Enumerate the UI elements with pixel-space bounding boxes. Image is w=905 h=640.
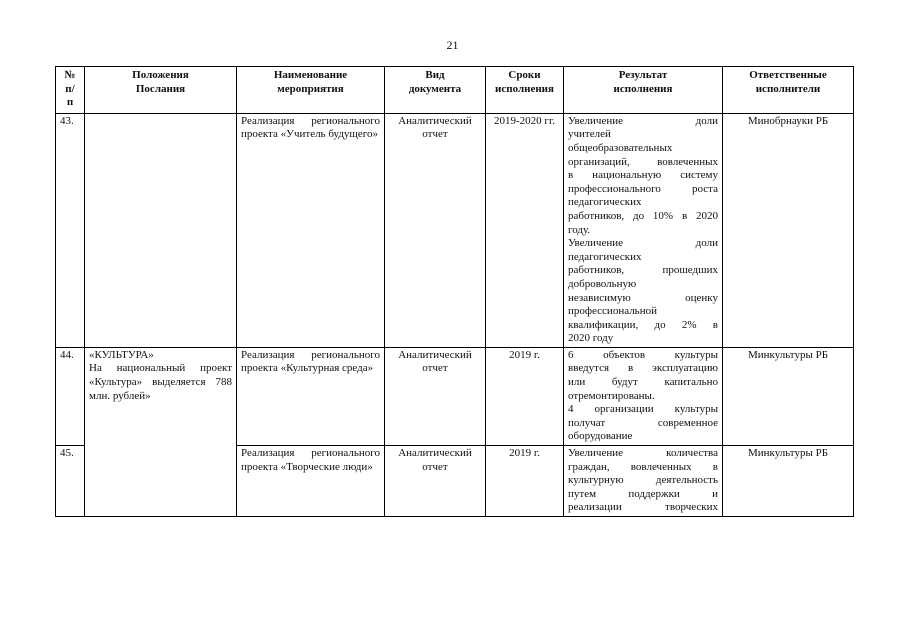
header-deadline: Сроки исполнения [486, 67, 564, 114]
table-row [56, 113, 854, 347]
result-line: отремонтированы. [568, 389, 655, 402]
result-line: общеобразовательных [568, 141, 673, 154]
result-line: организаций, вовлеченных [568, 155, 718, 168]
result-line: путем поддержки и [568, 487, 718, 500]
header-provisions: Положения Послания [85, 67, 237, 114]
row-result [564, 113, 723, 347]
result-line: оборудование [568, 430, 633, 443]
row-event: Реализация регионального проекта «Творческие люди» [237, 446, 385, 517]
result-line: 2020 году [568, 332, 614, 345]
result-line: профессионального роста [568, 182, 718, 195]
row-event: Реализация регионального проекта «Учитель будущего» [237, 113, 385, 347]
result-line: профессиональной [568, 305, 657, 318]
row-provision [85, 446, 237, 517]
row-responsible: Минкультуры РБ [723, 446, 854, 517]
header-doc-type: Вид документа [385, 67, 486, 114]
row-doc-type: Аналитический отчет [385, 446, 486, 517]
row-num: 43. [56, 113, 85, 347]
result-line: 4 организации культуры [568, 403, 718, 416]
result-line: получат современное [568, 416, 718, 429]
result-line: работников, до 10% в 2020 [568, 209, 718, 222]
result-line: квалификации, до 2% в [568, 318, 718, 331]
result-line: или будут капитально [568, 376, 718, 389]
header-row [56, 67, 854, 114]
row-doc-type: Аналитический отчет [385, 113, 486, 347]
header-responsible: Ответственные исполнители [723, 67, 854, 114]
page-number: 21 [446, 38, 459, 52]
result-line: реализации творческих [568, 501, 718, 514]
result-line: добровольную [568, 277, 637, 290]
result-line: культурную деятельность [568, 474, 718, 487]
row-result [564, 446, 723, 517]
result-line: введутся в эксплуатацию [568, 362, 718, 375]
table-row [56, 347, 854, 445]
row-doc-type: Аналитический отчет [385, 347, 486, 445]
row-result [564, 347, 723, 445]
row-num: 44. [56, 347, 85, 445]
row-deadline: 2019-2020 гг. [486, 113, 564, 347]
result-line: независимую оценку [568, 291, 718, 304]
row-provision [85, 113, 237, 347]
row-deadline: 2019 г. [486, 347, 564, 445]
result-line: 6 объектов культуры [568, 348, 718, 361]
result-line: граждан, вовлеченных в [568, 460, 718, 473]
header-result: Результат исполнения [564, 67, 723, 114]
measures-table [55, 66, 854, 517]
result-line: в национальную систему [568, 169, 718, 182]
result-line: Увеличение количества [568, 447, 718, 460]
row-provision: «КУЛЬТУРА» На национальный проект «Культура» выделяется 788 млн. рублей» [85, 347, 237, 445]
result-line: Увеличение доли [568, 114, 718, 127]
row-responsible: Минкультуры РБ [723, 347, 854, 445]
row-responsible: Минобрнауки РБ [723, 113, 854, 347]
result-line: учителей [568, 128, 611, 141]
result-line: педагогических [568, 196, 642, 209]
table-row [56, 446, 854, 517]
result-line: работников, прошедших [568, 264, 718, 277]
result-line: году. [568, 223, 591, 236]
result-line: педагогических [568, 250, 642, 263]
row-deadline: 2019 г. [486, 446, 564, 517]
result-line: Увеличение доли [568, 237, 718, 250]
header-num: № п/ п [56, 67, 85, 114]
row-event: Реализация регионального проекта «Культурная среда» [237, 347, 385, 445]
header-event: Наименование мероприятия [237, 67, 385, 114]
row-num: 45. [56, 446, 85, 517]
